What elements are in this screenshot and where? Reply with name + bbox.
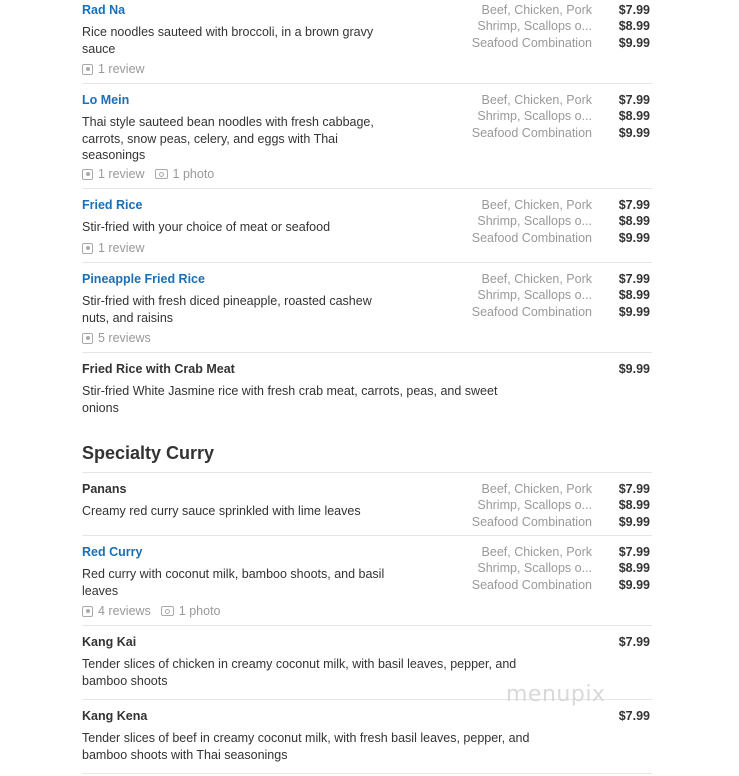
menu-item-options: Beef, Chicken, Pork Shrimp, Scallops o... Seafood Combination (471, 482, 592, 529)
menu-item-description: Creamy red curry sauce sprinkled with lime leaves (82, 504, 361, 518)
menu-item (82, 353, 652, 433)
menu-item-meta (82, 604, 231, 618)
reviews-link[interactable]: 5 reviews (82, 331, 151, 345)
menu-item-prices: $7.99 $8.99 $9.99 (618, 482, 650, 529)
menu-item-prices: $7.99 $8.99 $9.99 (618, 545, 650, 592)
menu-item-prices: $7.99 $8.99 $9.99 (618, 3, 650, 50)
menu-item-meta (82, 167, 224, 181)
menu-item-name[interactable]: Fried Rice (82, 198, 143, 212)
menu-item-description: Stir-fried White Jasmine rice with fresh crab meat, carrots, peas, and sweet onions (82, 384, 498, 415)
photos-link[interactable]: 1 photo (161, 604, 221, 618)
section-title: Specialty Curry (82, 443, 215, 463)
review-icon (82, 606, 93, 617)
camera-icon (161, 606, 174, 616)
menu-item-options: Beef, Chicken, Pork Shrimp, Scallops o... Seafood Combination (471, 545, 592, 592)
menu-item (82, 700, 652, 774)
menu-item (82, 84, 652, 189)
menu-item-description: Red curry with coconut milk, bamboo shoots, and basil leaves (82, 567, 385, 598)
reviews-link[interactable]: 1 review (82, 62, 145, 76)
menu-section-specialty-curry (82, 473, 652, 774)
menu-item-options: Beef, Chicken, Pork Shrimp, Scallops o... Seafood Combination (471, 3, 592, 50)
review-icon (82, 64, 93, 75)
review-icon (82, 243, 93, 254)
menu-item-description: Stir-fried with fresh diced pineapple, roasted cashew nuts, and raisins (82, 294, 372, 325)
menu-item-name[interactable]: Rad Na (82, 3, 126, 17)
menu-item-prices: $7.99 (618, 635, 650, 649)
menu-item-options: Beef, Chicken, Pork Shrimp, Scallops o... Seafood Combination (471, 93, 592, 140)
menu-item-options: Beef, Chicken, Pork Shrimp, Scallops o... Seafood Combination (471, 272, 592, 319)
menu-item-name: Panans (82, 482, 127, 496)
menu-item (82, 189, 652, 263)
menu-item-meta (82, 241, 155, 255)
menu-item-meta (82, 331, 161, 345)
menu-item (82, 536, 652, 626)
review-icon (82, 333, 93, 344)
menu-item-name: Kang Kena (82, 709, 148, 723)
review-icon (82, 169, 93, 180)
camera-icon (155, 169, 168, 179)
menu-item-prices: $9.99 (618, 362, 650, 376)
reviews-link[interactable]: 4 reviews (82, 604, 151, 618)
menu-item-meta (82, 62, 155, 76)
menu-item-name[interactable]: Red Curry (82, 545, 143, 559)
reviews-link[interactable]: 1 review (82, 241, 145, 255)
menu-item-prices: $7.99 (618, 709, 650, 723)
menu-item-description: Thai style sauteed bean noodles with fresh cabbage, carrots, snow peas, celery, and eggs with Thai seasonings (82, 115, 374, 162)
photos-link[interactable]: 1 photo (155, 167, 215, 181)
menu-item (82, 473, 652, 536)
menu-item-prices: $7.99 $8.99 $9.99 (618, 272, 650, 319)
menu-item-description: Tender slices of chicken in creamy coconut milk, with basil leaves, pepper, and bamboo shoots (82, 657, 517, 688)
menu-item-prices: $7.99 $8.99 $9.99 (618, 93, 650, 140)
reviews-link[interactable]: 1 review (82, 167, 145, 181)
menu-item-name[interactable]: Pineapple Fried Rice (82, 272, 205, 286)
menu-item-description: Tender slices of beef in creamy coconut milk, with fresh basil leaves, pepper, and bamboo shoots with Thai seasonings (82, 731, 530, 762)
menu-section-noodles-rice (82, 0, 652, 433)
menu-item-options: Beef, Chicken, Pork Shrimp, Scallops o... Seafood Combination (471, 198, 592, 245)
menu-item-prices: $7.99 $8.99 $9.99 (618, 198, 650, 245)
menu-item-name: Kang Kai (82, 635, 137, 649)
menu-item-description: Rice noodles sauteed with broccoli, in a brown gravy sauce (82, 25, 374, 56)
menu-item-description: Stir-fried with your choice of meat or seafood (82, 220, 331, 234)
menu-item-name[interactable]: Lo Mein (82, 93, 130, 107)
menu-item-name: Fried Rice with Crab Meat (82, 362, 235, 376)
menu-item (82, 0, 652, 84)
menu-item (82, 263, 652, 353)
watermark-logo: menupix (506, 682, 606, 707)
